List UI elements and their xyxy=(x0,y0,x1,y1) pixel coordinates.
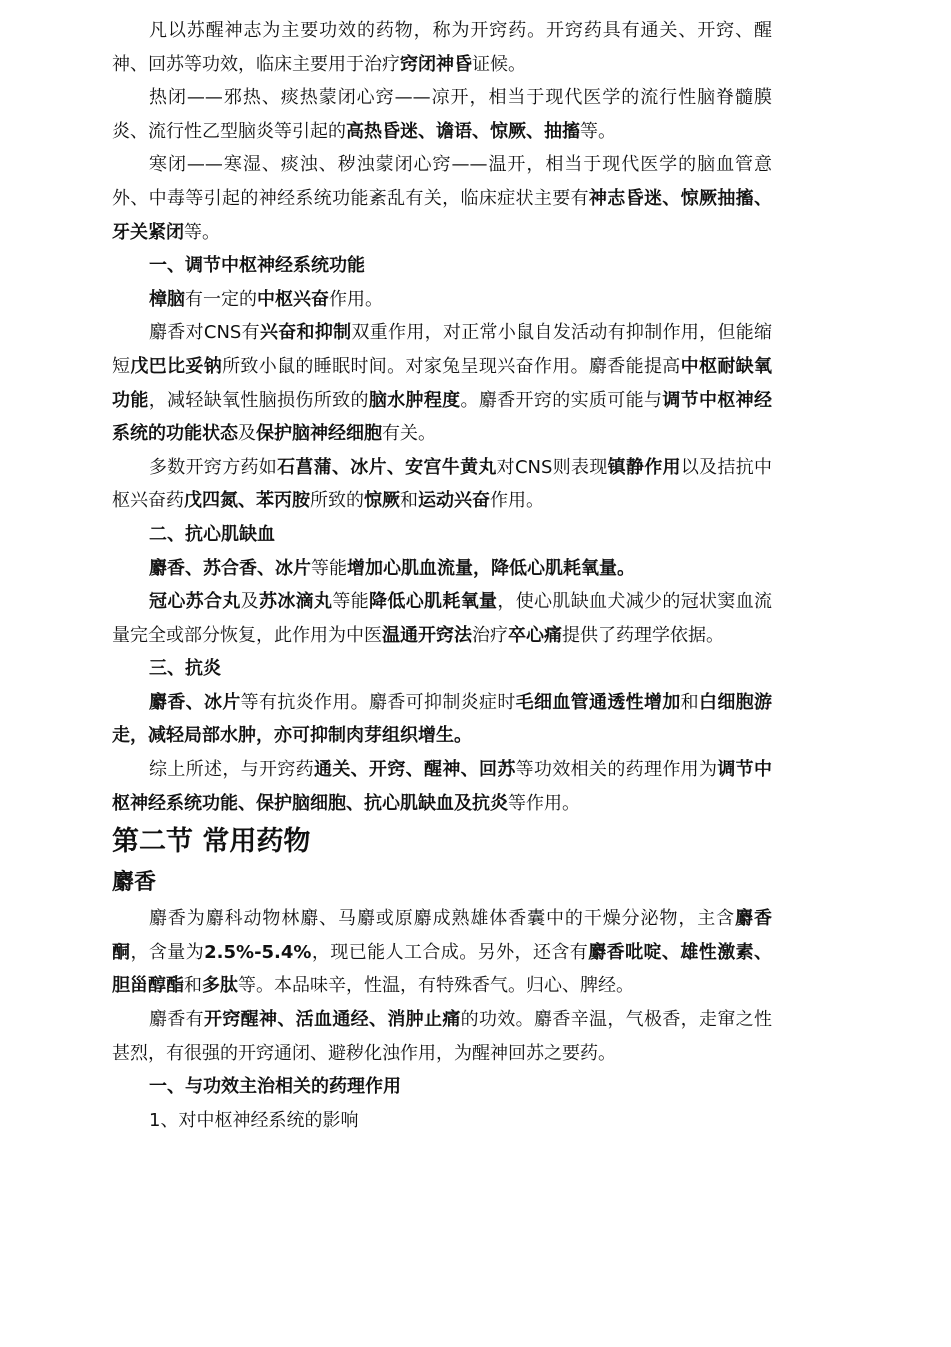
heading-cns-effects: 1、对中枢神经系统的影响 xyxy=(149,1109,359,1131)
text-run: 有一定的 xyxy=(185,288,257,310)
text-run: 等功效相关的药理作用为 xyxy=(515,759,718,781)
bold-term: 镇静作用 xyxy=(607,456,681,478)
ischemia-paragraph-1 xyxy=(112,552,772,586)
heading-pharmacology: 一、与功效主治相关的药理作用 xyxy=(149,1076,401,1098)
bold-term: 高热昏迷、谵语、惊厥、抽搐 xyxy=(346,120,580,142)
text-run: 凡以苏醒神志为主要功效的药物，称为开窍药。开窍药具有通关、开窍、醒神、回苏等功效，临床主要用于治疗 xyxy=(112,20,772,75)
bold-term: 中枢耐缺氧功能 xyxy=(112,355,773,411)
text-run: 以及拮抗中枢兴奋药 xyxy=(112,456,773,512)
text-run: 及 xyxy=(238,423,256,445)
bold-term: 调节中枢神经系统功能、保护脑细胞、抗心肌缺血及抗炎 xyxy=(112,759,773,814)
text-run: 对CNS则表现 xyxy=(496,456,608,478)
text-run: 和 xyxy=(400,490,418,512)
text-run: ，减轻缺氧性脑损伤所致的 xyxy=(148,389,369,411)
bold-term: 窍闭神昏 xyxy=(400,53,472,75)
camphor-paragraph xyxy=(112,283,772,317)
text-run: 证候。 xyxy=(472,53,526,75)
text-run: 麝香有 xyxy=(149,1009,204,1031)
bold-term: 冠心苏合丸 xyxy=(149,591,241,613)
text-run: 。麝香开窍的实质可能与 xyxy=(460,389,663,411)
text-run: 等。 xyxy=(580,120,616,142)
bold-term: 2.5%-5.4% xyxy=(204,941,312,963)
bold-term: 卒心痛 xyxy=(508,624,562,646)
heading-anti-inflammation: 三、抗炎 xyxy=(149,658,221,680)
text-run: 热闭——邪热、痰热蒙闭心窍——凉开，相当于现代医学的流行性脑脊髓膜炎、流行性乙型脑炎等引起的 xyxy=(112,87,772,142)
text-run: 寒闭——寒湿、痰浊、秽浊蒙闭心窍——温开，相当于现代医学的脑血管意外、中毒等引起的神经系统功能紊乱有关，临床症状主要有 xyxy=(112,154,772,209)
ischemia-paragraph-2 xyxy=(112,585,772,652)
musk-effect-paragraph xyxy=(112,1003,772,1070)
text-run: 双重作用，对正常小鼠自发活动有抑制作用，但能缩短 xyxy=(112,322,773,377)
inflammation-paragraph xyxy=(112,686,772,753)
text-run: 作用。 xyxy=(329,288,383,310)
bold-term: 运动兴奋 xyxy=(418,490,490,512)
hot-block-paragraph xyxy=(112,81,772,148)
bold-term: 石菖蒲、冰片、安宫牛黄丸 xyxy=(277,456,497,478)
bold-term: 麝香、苏合香、冰片 xyxy=(149,557,311,579)
document-page xyxy=(112,14,772,1137)
musk-cns-paragraph xyxy=(112,316,772,450)
bold-term: 神志昏迷、惊厥抽搐、牙关紧闭 xyxy=(112,187,773,243)
bold-term: 苏冰滴丸 xyxy=(259,591,333,613)
bold-term: 保护脑神经细胞 xyxy=(256,423,382,445)
bold-term: 麝香酮 xyxy=(112,908,772,963)
heading-anti-ischemia: 二、抗心肌缺血 xyxy=(149,523,275,545)
bold-term: 戊巴比妥钠 xyxy=(130,355,223,377)
cold-block-paragraph xyxy=(112,148,772,249)
text-run: 所致小鼠的睡眠时间。对家兔呈现兴奋作用。麝香能提高 xyxy=(222,355,681,377)
text-run: 麝香为麝科动物林麝、马麝或原麝成熟雄体香囊中的干燥分泌物，主含 xyxy=(149,908,736,930)
bold-term: 开窍醒神、活血通经、消肿止痛 xyxy=(204,1009,461,1031)
text-run: ，现已能人工合成。另外，还含有 xyxy=(311,941,589,963)
text-run: 作用。 xyxy=(490,490,544,512)
text-run: 和 xyxy=(184,975,202,997)
bold-term: 惊厥 xyxy=(364,490,400,512)
musk-intro-paragraph xyxy=(112,902,772,1003)
formulas-paragraph xyxy=(112,451,772,518)
bold-term: 中枢兴奋 xyxy=(257,288,329,310)
heading-cns-regulation: 一、调节中枢神经系统功能 xyxy=(149,255,365,277)
text-run: 等。本品味辛，性温，有特殊香气。归心、脾经。 xyxy=(238,975,634,997)
text-run: 提供了药理学依据。 xyxy=(562,624,724,646)
bold-term: 温通开窍法 xyxy=(382,624,472,646)
bold-term: 樟脑 xyxy=(149,288,185,310)
text-run: 的功效。麝香辛温，气极香，走窜之性甚烈，有很强的开窍通闭、避秽化浊作用，为醒神回苏之要药。 xyxy=(112,1009,773,1064)
bold-term: 通关、开窍、醒神、回苏 xyxy=(314,759,516,781)
drug-title: 麝香 xyxy=(112,870,157,896)
bold-term: 脑水肿程度 xyxy=(368,389,461,411)
bold-term: 麝香、冰片 xyxy=(149,691,241,713)
bold-term: 兴奋和抑制 xyxy=(259,322,352,344)
bold-term: 增加心肌血流量，降低心肌耗氧量。 xyxy=(347,557,635,579)
bold-term: 调节中枢神经系统的功能状态 xyxy=(112,389,773,445)
text-run: 和 xyxy=(680,691,700,713)
text-run: 等能 xyxy=(332,591,370,613)
bold-term: 戊四氮、苯丙胺 xyxy=(184,490,310,512)
text-run: 麝香对CNS有 xyxy=(149,322,260,344)
text-run: 及 xyxy=(240,591,260,613)
text-run: 有关。 xyxy=(382,423,436,445)
text-run: ，含量为 xyxy=(130,941,205,963)
summary-paragraph xyxy=(112,753,772,820)
bold-term: 多肽 xyxy=(202,975,238,997)
bold-term: 毛细血管通透性增加 xyxy=(515,691,681,713)
text-run: 治疗 xyxy=(472,624,508,646)
bold-term: 降低心肌耗氧量 xyxy=(369,591,498,613)
text-run: 综上所述，与开窍药 xyxy=(149,759,314,781)
text-run: 所致的 xyxy=(310,490,364,512)
text-run: 等作用。 xyxy=(508,792,580,814)
text-run: 等有抗炎作用。麝香可抑制炎症时 xyxy=(240,691,516,713)
text-run: 多数开窍方药如 xyxy=(149,456,278,478)
bold-term: 麝香吡啶、雄性激素、胆甾醇酯 xyxy=(112,941,773,997)
intro-paragraph xyxy=(112,14,772,81)
bold-term: 白细胞游走，减轻局部水肿，亦可抑制肉芽组织增生。 xyxy=(112,691,773,747)
text-run: 等。 xyxy=(184,221,220,243)
text-run: 等能 xyxy=(311,557,347,579)
text-run: ，使心肌缺血犬减少的冠状窦血流量完全或部分恢复，此作用为中医 xyxy=(112,591,773,646)
section-title: 第二节 常用药物 xyxy=(112,826,311,858)
